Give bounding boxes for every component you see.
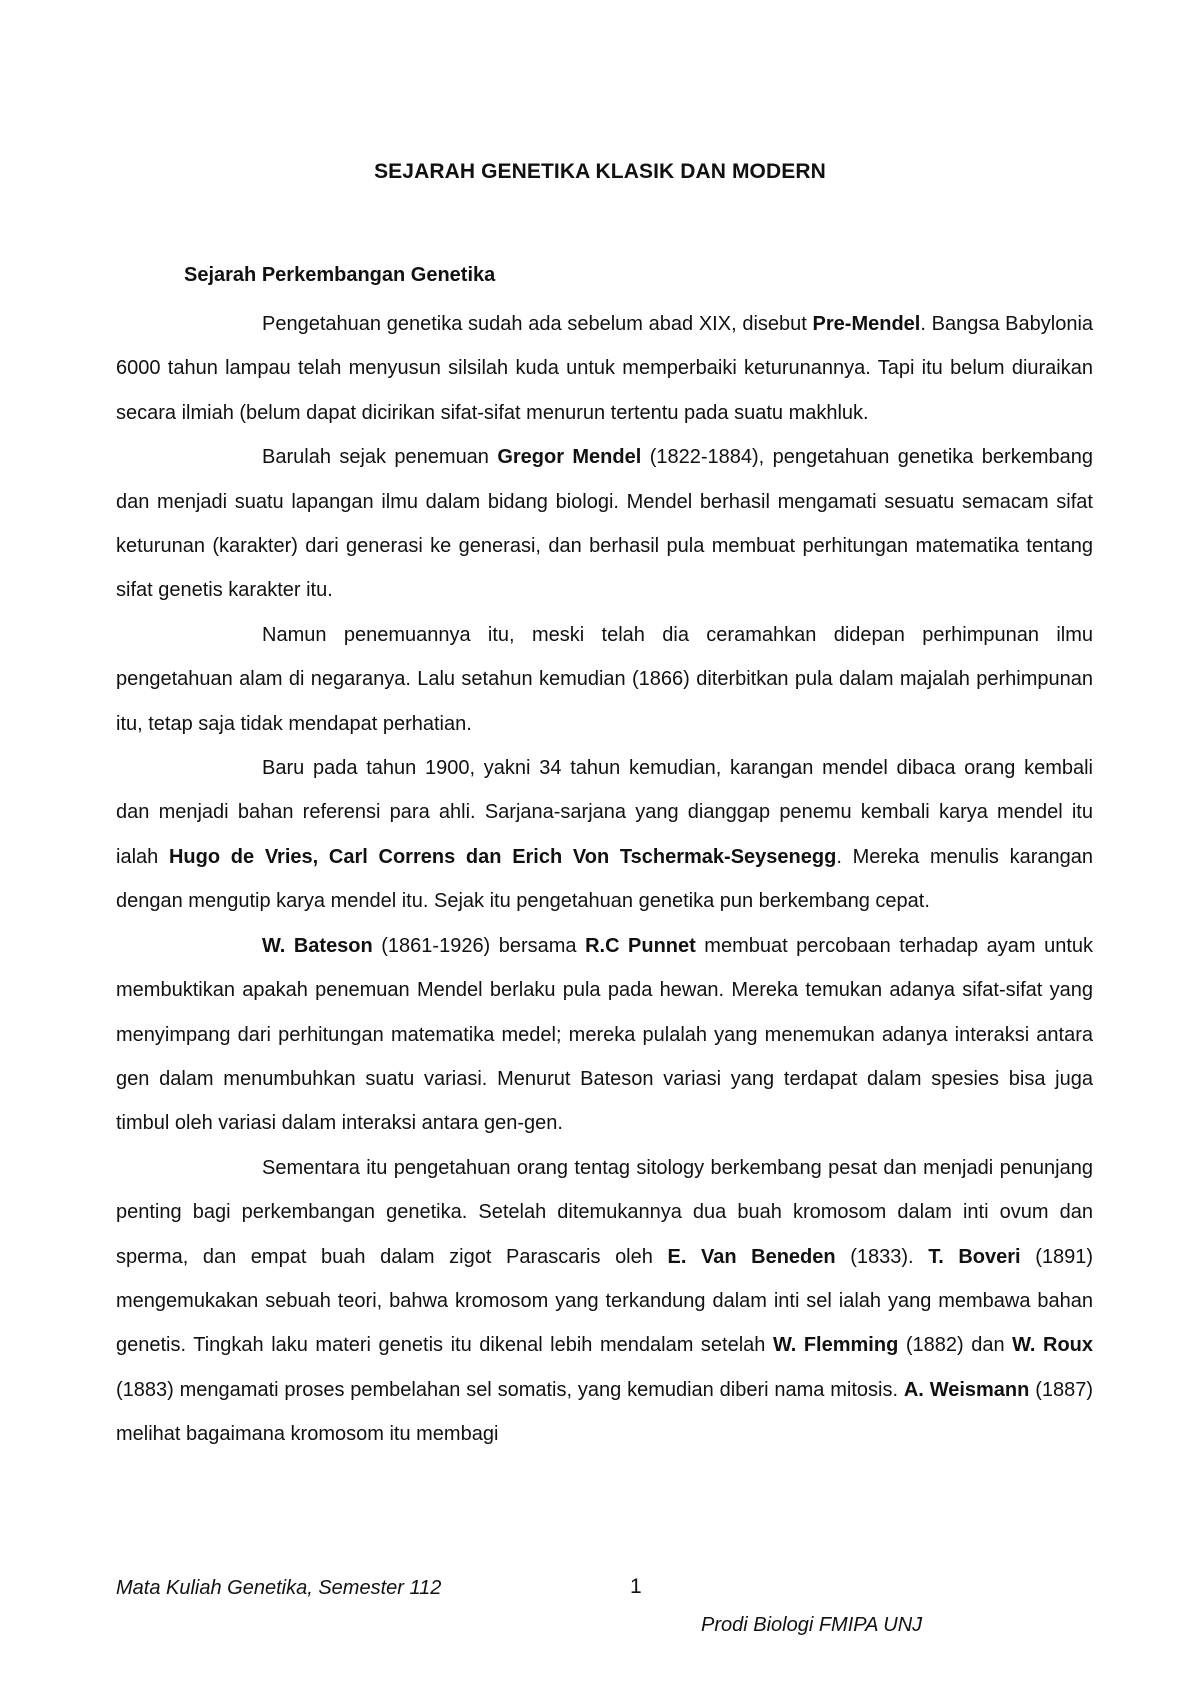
bold-term: Hugo de Vries, Carl Correns dan Erich Von Tschermak-Seysenegg [168, 845, 837, 868]
text-run: . Mereka menulis karangan dengan mengutip karya mendel itu. Sejak itu pengetahuan genetika pun berkembang cepat. [116, 845, 1093, 913]
bold-term: R.C Punnet [585, 934, 696, 957]
text-run: (1882) dan [898, 1334, 1013, 1357]
section-heading: Sejarah Perkembangan Genetika [184, 264, 496, 286]
bold-term: T. Boveri [928, 1245, 1021, 1268]
paragraph [116, 1146, 1093, 1457]
text-run: Pengetahuan genetika sudah ada sebelum abad XIX, disebut [262, 313, 813, 335]
paragraph [116, 746, 1093, 924]
paragraph [116, 435, 1093, 613]
text-run: Namun penemuannya itu, meski telah dia ceramahkan didepan perhimpunan ilmu pengetahuan alam di negaranya. Lalu setahun kemudian (1866) diterbitkan pula dalam majalah perhimpunan itu, tetap saja tidak mendapat perhatian. [116, 623, 1093, 735]
text-run: (1833). [835, 1245, 929, 1268]
bold-term: Gregor Mendel [497, 446, 642, 469]
text-run: (1883) mengamati proses pembelahan sel somatis, yang kemudian diberi nama mitosis. [116, 1378, 904, 1401]
body-text [116, 302, 1093, 1457]
text-run: Baru pada tahun 1900, yakni 34 tahun kemudian, karangan mendel dibaca orang kembali dan menjadi bahan referensi para ahli. Sarjana-sarjana yang dianggap penemu kembali karya mendel itu ialah [116, 757, 1093, 868]
bold-term: E. Van Beneden [667, 1245, 836, 1268]
paragraph [116, 613, 1093, 746]
text-run: (1861-1926) bersama [372, 934, 586, 957]
bold-term: W. Bateson [262, 934, 373, 957]
page-number: 1 [630, 1575, 642, 1598]
text-run: membuat percobaan terhadap ayam untuk membuktikan apakah penemuan Mendel berlaku pula pada hewan. Mereka temukan adanya sifat-sifat yang menyimpang dari perhitungan matematika medel; mereka pulalah yang menemukan adanya interaksi antara gen dalam menumbuhkan suatu variasi. Menurut Bateson variasi yang terdapat dalam spesies bisa juga timbul oleh variasi dalam interaksi antara gen-gen. [116, 934, 1094, 1135]
footer-course-label: Mata Kuliah Genetika, Semester 112 [116, 1577, 442, 1599]
paragraph [116, 924, 1093, 1146]
text-run: (1822-1884), pengetahuan genetika berkembang dan menjadi suatu lapangan ilmu dalam bidang biologi. Mendel berhasil mengamati sesuatu semacam sifat keturunan (karakter) dari generasi ke generasi, dan berhasil pula membuat perhitungan matematika tentang sifat genetis karakter itu. [116, 446, 1093, 602]
bold-term: W. Roux [1012, 1334, 1094, 1357]
text-run: Barulah sejak penemuan [262, 446, 498, 469]
text-run: (1887) melihat bagaimana kromosom itu membagi [116, 1378, 1094, 1446]
page-title: SEJARAH GENETIKA KLASIK DAN MODERN [374, 160, 826, 183]
bold-term: W. Flemming [772, 1334, 899, 1357]
paragraph [116, 302, 1093, 435]
bold-term: Pre-Mendel [812, 313, 921, 335]
text-run: (1891) mengemukakan sebuah teori, bahwa kromosom yang terkandung dalam inti sel ialah yang membawa bahan genetis. Tingkah laku materi genetis itu dikenal lebih mendalam setelah [116, 1245, 1094, 1357]
text-run: Sementara itu pengetahuan orang tentag sitology berkembang pesat dan menjadi penunjang penting bagi perkembangan genetika. Setelah ditemukannya dua buah kromosom dalam inti ovum dan sperma, dan empat buah dalam zigot Parascaris oleh [116, 1156, 1093, 1268]
bold-term: A. Weismann [903, 1378, 1030, 1401]
footer-department-label: Prodi Biologi FMIPA UNJ [701, 1614, 923, 1636]
text-run: . Bangsa Babylonia 6000 tahun lampau telah menyusun silsilah kuda untuk memperbaiki keturunannya. Tapi itu belum diuraikan secara ilmiah (belum dapat dicirikan sifat-sifat menurun tertentu pada suatu makhluk. [116, 313, 1094, 424]
